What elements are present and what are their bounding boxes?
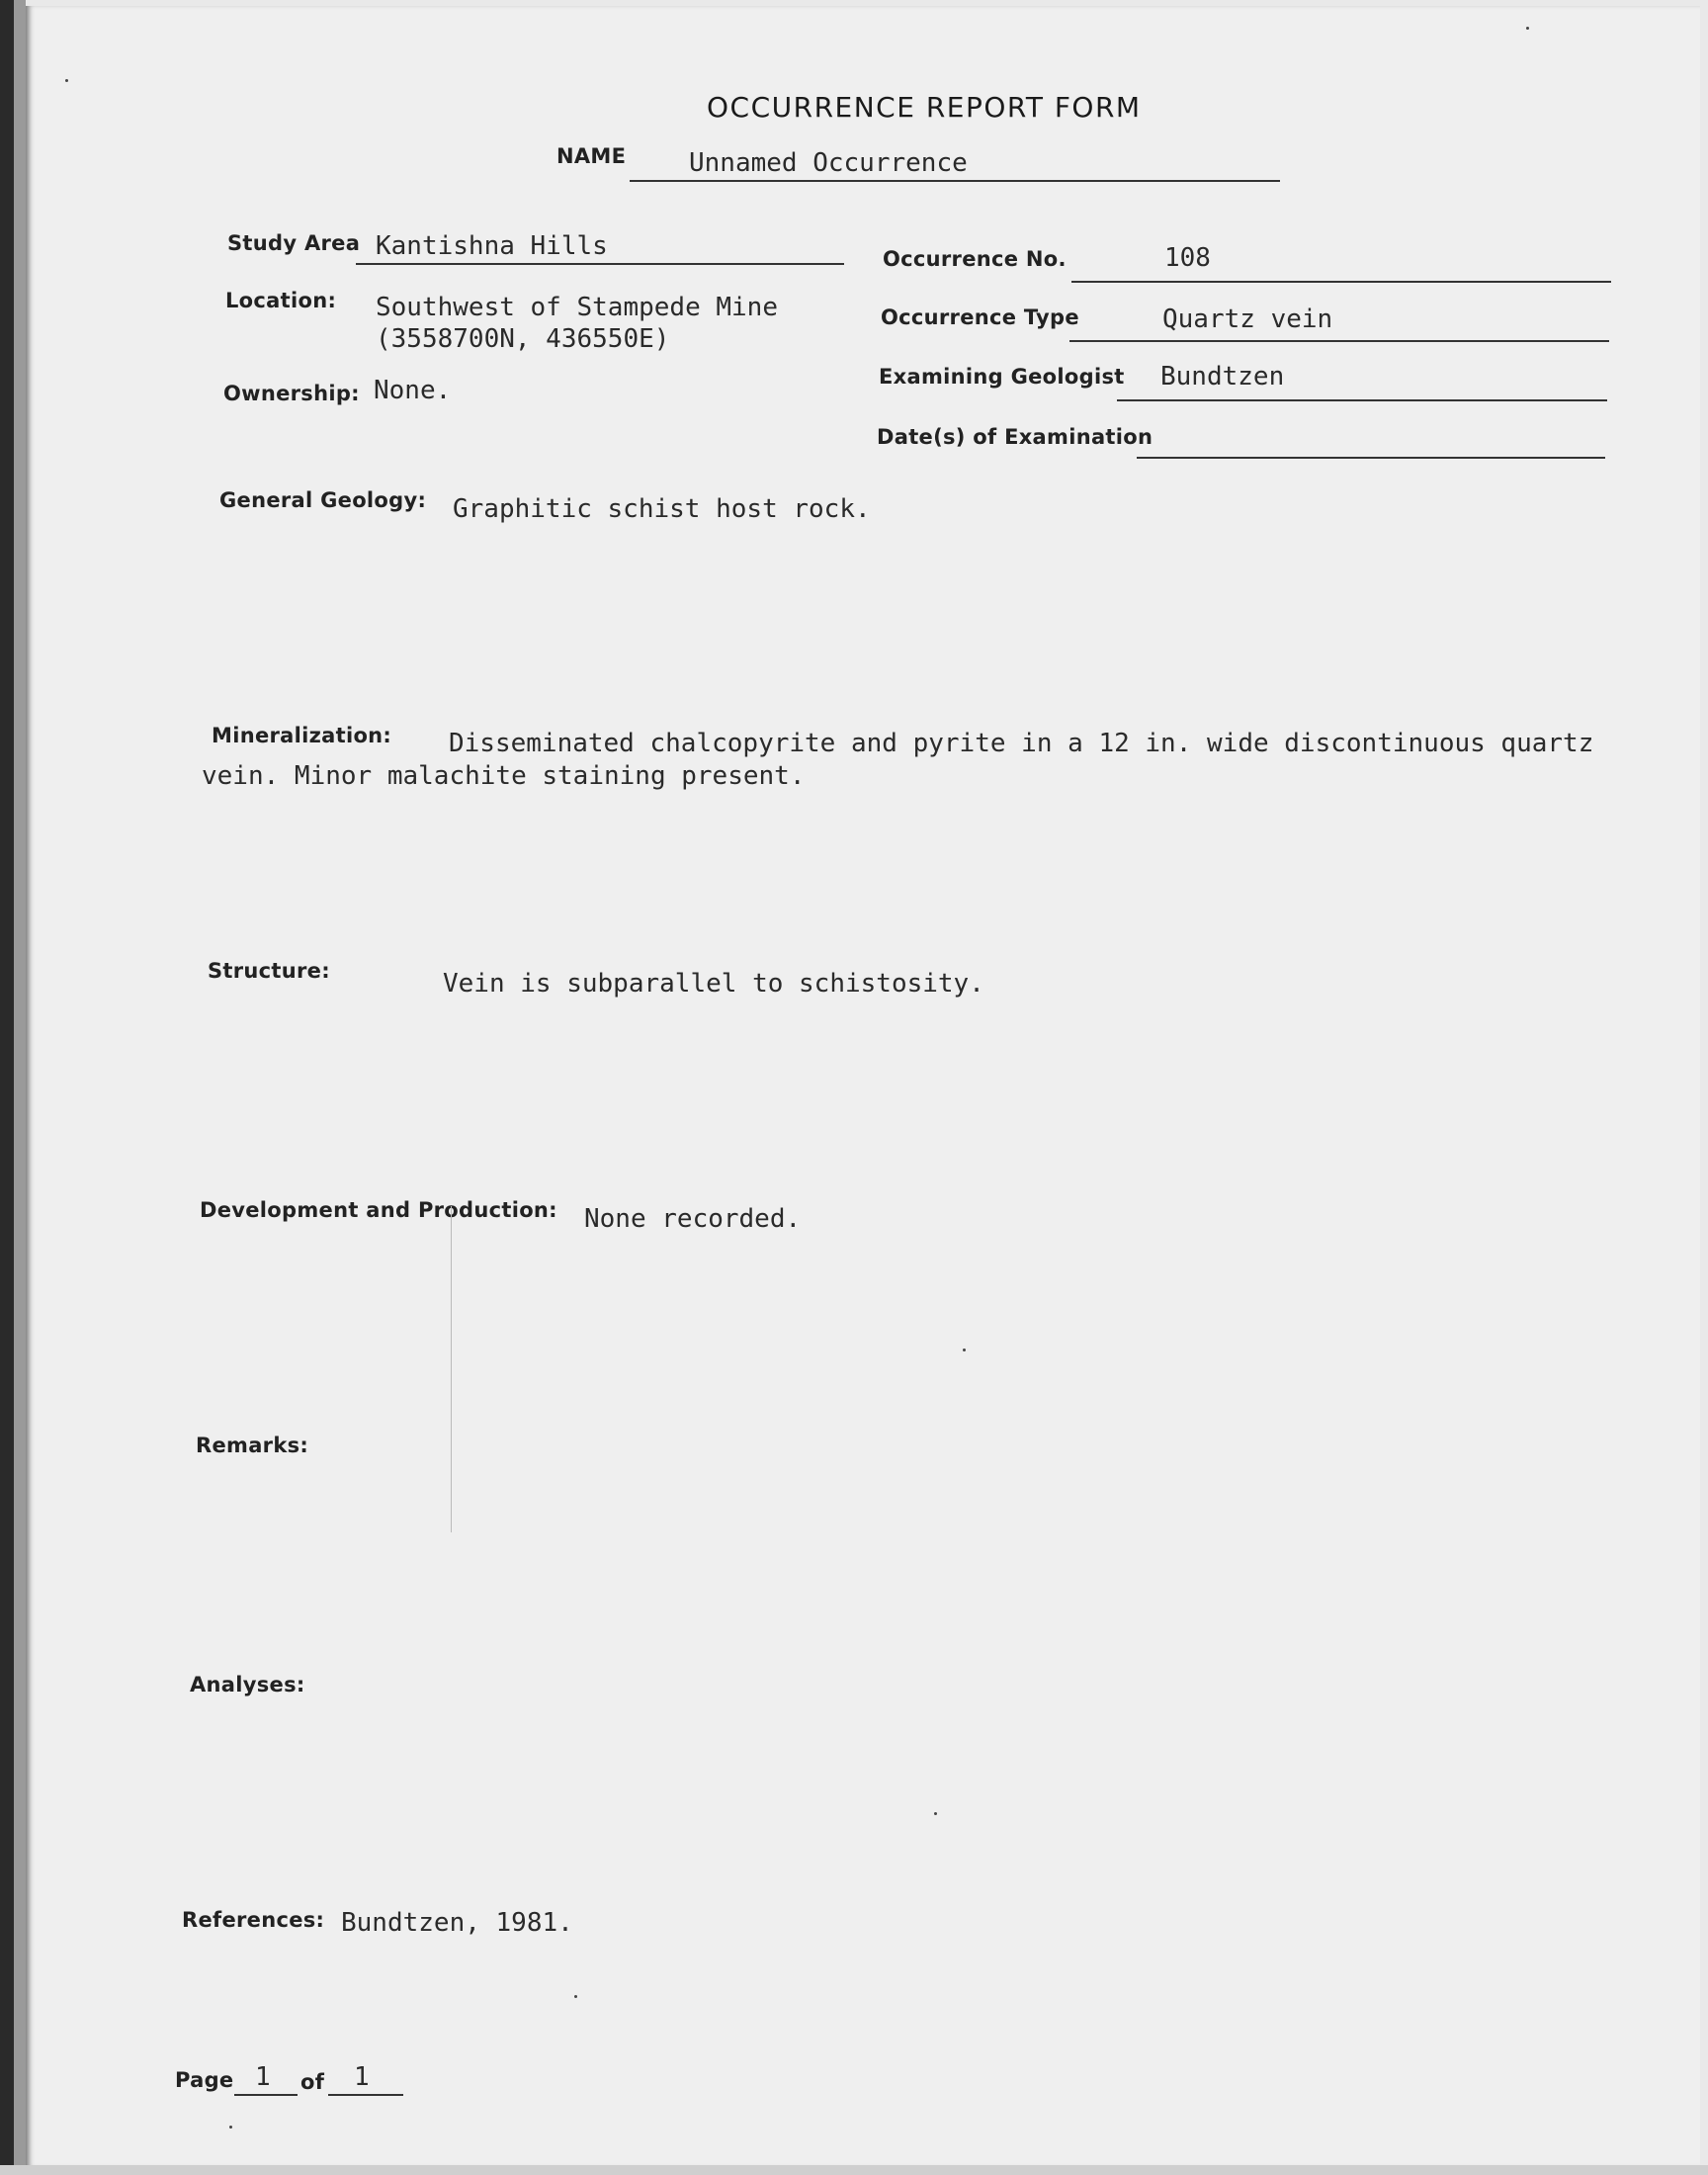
occurrence-type-value: Quartz vein	[1162, 304, 1333, 334]
page-number-value: 1	[255, 2062, 271, 2092]
general-geology-value: Graphitic schist host rock.	[453, 494, 871, 524]
scan-speck	[65, 79, 68, 82]
references-label: References:	[182, 1908, 325, 1932]
study-area-value: Kantishna Hills	[376, 231, 608, 261]
name-underline	[630, 180, 1280, 182]
scan-speck	[1526, 27, 1529, 30]
page-number-underline	[234, 2094, 298, 2096]
scan-speck	[574, 1995, 577, 1998]
faint-vertical-mark	[451, 1206, 452, 1532]
location-line-1: Southwest of Stampede Mine	[376, 293, 778, 322]
study-area-label: Study Area	[227, 231, 361, 255]
page-total-underline	[328, 2094, 403, 2096]
examining-geologist-value: Bundtzen	[1160, 362, 1285, 392]
structure-value: Vein is subparallel to schistosity.	[443, 969, 984, 999]
name-value: Unnamed Occurrence	[689, 148, 968, 178]
scan-speck	[934, 1812, 937, 1815]
study-area-underline	[356, 263, 844, 265]
of-label: of	[300, 2070, 325, 2094]
structure-label: Structure:	[208, 959, 330, 983]
examining-geologist-underline	[1117, 399, 1607, 401]
examining-geologist-label: Examining Geologist	[879, 365, 1125, 389]
dates-of-examination-label: Date(s) of Examination	[877, 425, 1153, 449]
occurrence-no-value: 108	[1164, 243, 1211, 273]
page-label: Page	[175, 2068, 234, 2092]
development-production-value: None recorded.	[584, 1204, 802, 1234]
ownership-value: None.	[374, 376, 452, 405]
general-geology-label: General Geology:	[219, 488, 427, 512]
dates-of-examination-underline	[1137, 457, 1605, 459]
ownership-label: Ownership:	[223, 382, 360, 405]
mineralization-line-2: vein. Minor malachite staining present.	[202, 761, 806, 791]
page-total-value: 1	[354, 2062, 370, 2092]
analyses-label: Analyses:	[190, 1673, 305, 1696]
mineralization-line-1: Disseminated chalcopyrite and pyrite in a 12 in. wide discontinuous quartz	[449, 729, 1594, 758]
occurrence-no-label: Occurrence No.	[883, 247, 1067, 271]
scan-speck	[963, 1348, 966, 1351]
occurrence-type-label: Occurrence Type	[881, 305, 1079, 329]
remarks-label: Remarks:	[196, 1434, 309, 1457]
form-title: OCCURRENCE REPORT FORM	[707, 91, 1142, 124]
development-production-label: Development and Production:	[200, 1198, 557, 1222]
name-label: NAME	[556, 144, 627, 168]
references-value: Bundtzen, 1981.	[341, 1908, 573, 1938]
scan-speck	[229, 2126, 232, 2129]
mineralization-label: Mineralization:	[212, 724, 392, 747]
occurrence-no-underline	[1071, 281, 1611, 283]
location-line-2: (3558700N, 436550E)	[376, 324, 670, 354]
location-label: Location:	[225, 289, 337, 312]
occurrence-type-underline	[1069, 340, 1609, 342]
